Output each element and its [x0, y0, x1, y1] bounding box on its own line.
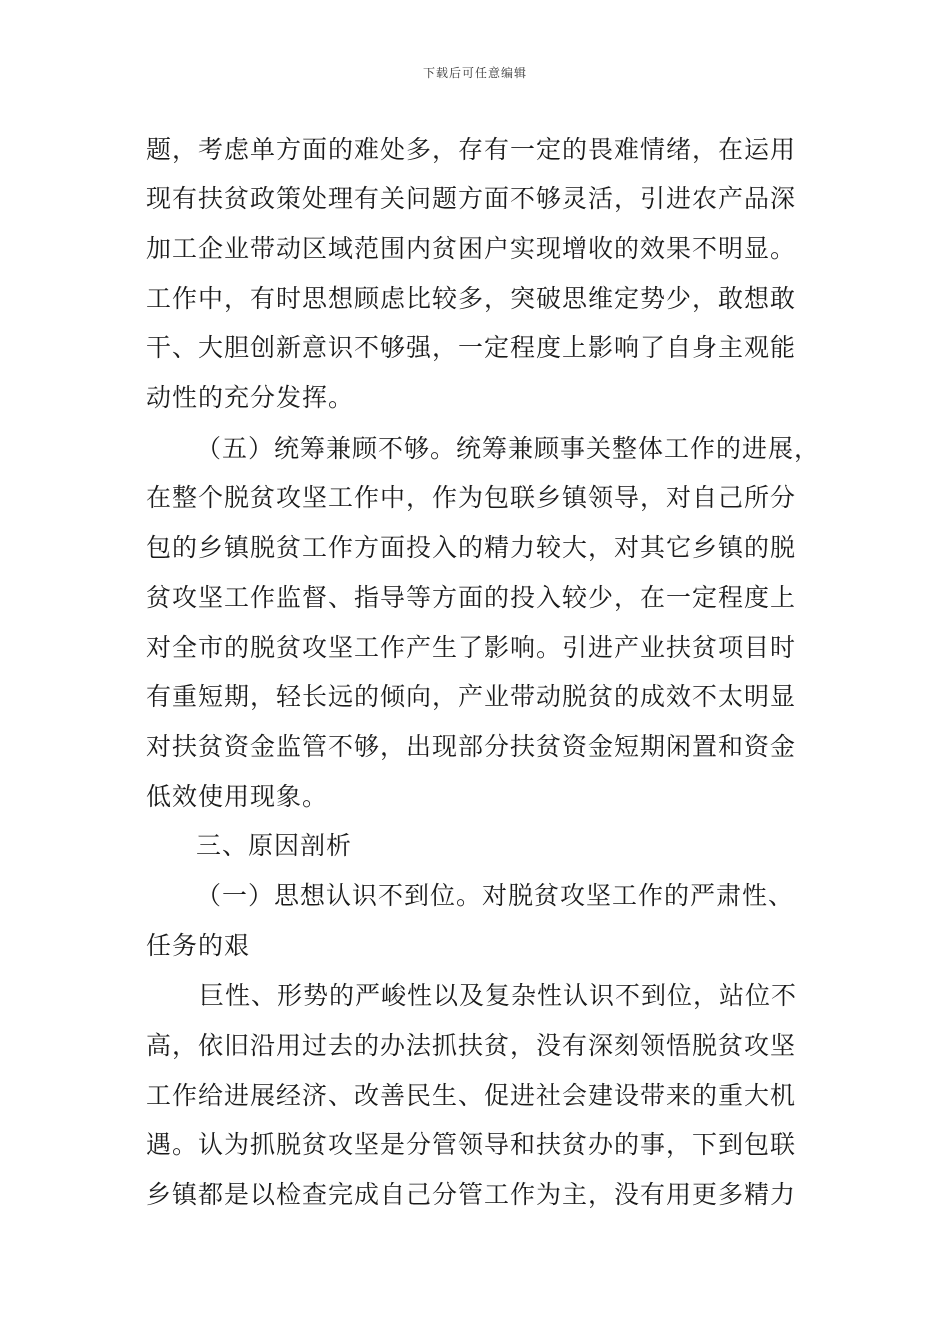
text-line: 对全市的脱贫攻坚工作产生了影响。引进产业扶贫项目时: [146, 633, 797, 662]
text-line: 任务的艰: [146, 931, 251, 960]
text-line: 加工企业带动区域范围内贫困户实现增收的效果不明显。: [146, 234, 797, 263]
text-line: 工作给进展经济、改善民生、促进社会建设带来的重大机: [146, 1081, 797, 1110]
text-line: 现有扶贫政策处理有关问题方面不够灵活，引进农产品深: [146, 184, 797, 213]
text-line: 题，考虑单方面的难处多，存有一定的畏难情绪，在运用: [146, 135, 797, 164]
text-line: 对扶贫资金监管不够，出现部分扶贫资金短期闲置和资金: [146, 732, 797, 761]
text-line: 有重短期，轻长远的倾向，产业带动脱贫的成效不太明显: [146, 682, 797, 711]
text-line: 工作中，有时思想顾虑比较多，突破思维定势少，敢想敢: [146, 284, 797, 313]
text-line: 低效使用现象。: [146, 782, 329, 811]
text-line: 巨性、形势的严峻性以及复杂性认识不到位，站位不: [199, 981, 798, 1010]
text-line: 遇。认为抓脱贫攻坚是分管领导和扶贫办的事，下到包联: [146, 1130, 797, 1159]
text-line: （五）统筹兼顾不够。统筹兼顾事关整体工作的进展，: [196, 434, 821, 463]
text-line: 高，依旧沿用过去的办法抓扶贫，没有深刻领悟脱贫攻坚: [146, 1031, 797, 1060]
page-header-note: 下载后可任意编辑: [422, 66, 527, 80]
text-line: 干、大胆创新意识不够强，一定程度上影响了自身主观能: [146, 333, 797, 362]
text-line: （一）思想认识不到位。对脱贫攻坚工作的严肃性、: [196, 881, 795, 910]
text-line: 乡镇都是以检查完成自己分管工作为主，没有用更多精力: [146, 1180, 797, 1209]
text-line: 包的乡镇脱贫工作方面投入的精力较大，对其它乡镇的脱: [146, 533, 797, 562]
section-heading: 三、原因剖析: [196, 831, 353, 860]
text-line: 动性的充分发挥。: [146, 383, 355, 412]
text-line: 在整个脱贫攻坚工作中，作为包联乡镇领导，对自己所分: [146, 483, 797, 512]
text-line: 贫攻坚工作监督、指导等方面的投入较少，在一定程度上: [146, 583, 797, 612]
